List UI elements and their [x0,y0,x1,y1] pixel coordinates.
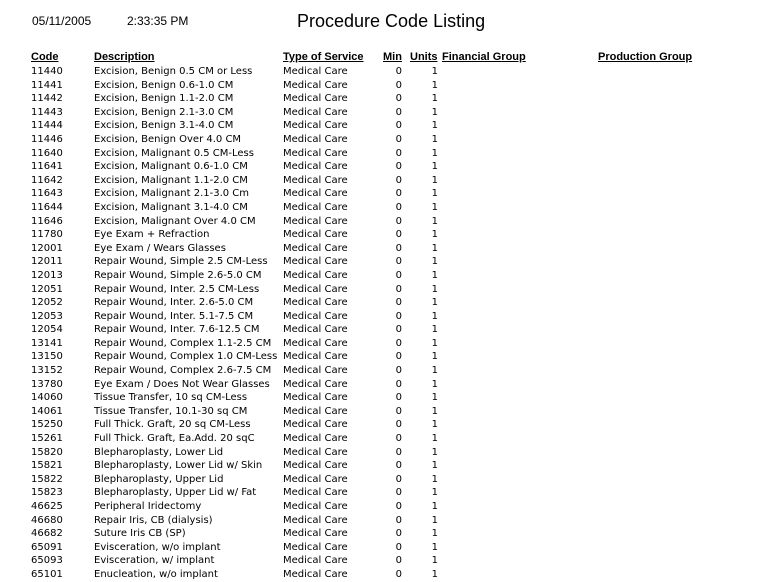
description-cell: Blepharoplasty, Lower Lid w/ Skin [94,460,263,472]
table-row [0,500,757,514]
report-date: 05/11/2005 [32,14,92,28]
units-cell: 1 [431,161,438,173]
type-of-service-cell: Medical Care [283,501,348,512]
description-cell: Suture Iris CB (SP) [94,528,186,540]
units-cell: 1 [431,66,438,77]
table-row [0,432,757,446]
description-cell: Full Thick. Graft, 20 sq CM-Less [94,419,251,431]
units-cell: 1 [431,568,438,580]
code-cell: 12052 [31,297,63,309]
table-row [0,106,757,120]
code-cell: 11643 [31,188,63,200]
table-row [0,364,757,378]
units-cell: 1 [431,188,438,200]
min-cell: 0 [395,528,402,540]
description-cell: Excision, Malignant 3.1-4.0 CM [94,201,248,213]
min-cell: 0 [395,555,402,567]
units-cell: 1 [431,215,438,227]
code-cell: 11446 [31,133,63,145]
min-cell: 0 [395,79,402,91]
page-title: Procedure Code Listing [297,11,486,31]
table-row [0,255,757,269]
column-header-financial-group: Financial Group [442,51,526,63]
column-header-min: Min [383,51,402,63]
code-cell: 13150 [31,351,63,363]
code-cell: 11642 [31,174,63,186]
type-of-service-cell: Medical Care [283,201,348,213]
table-row [0,310,757,324]
min-cell: 0 [395,242,402,254]
type-of-service-cell: Medical Care [283,324,348,336]
table-row [0,92,757,106]
type-of-service-cell: Medical Care [283,541,348,553]
description-cell: Repair Wound, Complex 1.1-2.5 CM [94,337,272,349]
column-header-code: Code [31,51,59,63]
type-of-service-cell: Medical Care [283,378,348,390]
min-cell: 0 [395,161,402,173]
type-of-service-cell: Medical Care [283,419,348,431]
units-cell: 1 [431,501,438,512]
units-cell: 1 [431,79,438,91]
units-cell: 1 [431,297,438,309]
description-cell: Tissue Transfer, 10.1-30 sq CM [94,405,248,417]
type-of-service-cell: Medical Care [283,269,348,281]
description-cell: Blepharoplasty, Upper Lid [94,473,224,485]
type-of-service-cell: Medical Care [283,528,348,540]
min-cell: 0 [395,297,402,309]
table-row [0,215,757,229]
min-cell: 0 [395,283,402,295]
description-cell: Repair Wound, Simple 2.5 CM-Less [94,256,268,268]
code-cell: 14060 [31,392,63,404]
units-cell: 1 [431,351,438,363]
type-of-service-cell: Medical Care [283,473,348,485]
description-cell: Repair Iris, CB (dialysis) [94,514,213,526]
type-of-service-cell: Medical Care [283,242,348,254]
min-cell: 0 [395,310,402,322]
code-cell: 65091 [31,541,63,553]
table-row [0,554,757,568]
code-cell: 65101 [31,568,63,580]
code-cell: 11442 [31,93,63,105]
description-cell: Enucleation, w/o implant [94,568,218,580]
code-cell: 14061 [31,405,63,417]
table-row [0,133,757,147]
type-of-service-cell: Medical Care [283,229,348,241]
table-row [0,119,757,133]
code-cell: 15261 [31,433,63,445]
min-cell: 0 [395,133,402,145]
type-of-service-cell: Medical Care [283,106,348,118]
units-cell: 1 [431,242,438,254]
min-cell: 0 [395,473,402,485]
description-cell: Excision, Benign 3.1-4.0 CM [94,120,234,132]
type-of-service-cell: Medical Care [283,133,348,145]
type-of-service-cell: Medical Care [283,487,348,499]
min-cell: 0 [395,215,402,227]
column-header-production-group: Production Group [598,51,693,63]
table-row [0,79,757,93]
description-cell: Repair Wound, Inter. 2.6-5.0 CM [94,297,254,309]
table-row [0,242,757,256]
min-cell: 0 [395,269,402,281]
min-cell: 0 [395,93,402,105]
description-cell: Excision, Benign 1.1-2.0 CM [94,93,234,105]
table-row [0,337,757,351]
description-cell: Eye Exam / Wears Glasses [94,242,226,254]
type-of-service-cell: Medical Care [283,310,348,322]
table-row [0,323,757,337]
type-of-service-cell: Medical Care [283,446,348,458]
units-cell: 1 [431,487,438,499]
units-cell: 1 [431,473,438,485]
type-of-service-cell: Medical Care [283,337,348,349]
min-cell: 0 [395,106,402,118]
description-cell: Excision, Malignant 0.6-1.0 CM [94,161,248,173]
min-cell: 0 [395,256,402,268]
table-row [0,378,757,392]
type-of-service-cell: Medical Care [283,93,348,105]
min-cell: 0 [395,514,402,526]
description-cell: Excision, Benign Over 4.0 CM [94,133,242,145]
min-cell: 0 [395,201,402,213]
min-cell: 0 [395,66,402,77]
min-cell: 0 [395,174,402,186]
units-cell: 1 [431,324,438,336]
type-of-service-cell: Medical Care [283,66,348,77]
units-cell: 1 [431,133,438,145]
units-cell: 1 [431,433,438,445]
code-cell: 13152 [31,365,63,377]
units-cell: 1 [431,201,438,213]
min-cell: 0 [395,568,402,580]
description-cell: Eye Exam + Refraction [94,229,210,241]
min-cell: 0 [395,460,402,472]
table-row [0,568,757,582]
description-cell: Eye Exam / Does Not Wear Glasses [94,378,270,390]
description-cell: Excision, Benign 2.1-3.0 CM [94,106,234,118]
type-of-service-cell: Medical Care [283,460,348,472]
units-cell: 1 [431,541,438,553]
table-row [0,473,757,487]
units-cell: 1 [431,419,438,431]
code-cell: 15820 [31,446,63,458]
units-cell: 1 [431,337,438,349]
type-of-service-cell: Medical Care [283,256,348,268]
min-cell: 0 [395,147,402,159]
table-row [0,459,757,473]
units-cell: 1 [431,555,438,567]
units-cell: 1 [431,106,438,118]
type-of-service-cell: Medical Care [283,365,348,377]
description-cell: Excision, Malignant 2.1-3.0 Cm [94,188,250,200]
description-cell: Repair Wound, Inter. 7.6-12.5 CM [94,324,260,336]
column-header-units: Units [410,51,438,63]
description-cell: Excision, Benign 0.5 CM or Less [94,66,253,77]
type-of-service-cell: Medical Care [283,188,348,200]
units-cell: 1 [431,256,438,268]
code-cell: 11444 [31,120,63,132]
units-cell: 1 [431,93,438,105]
min-cell: 0 [395,337,402,349]
table-row [0,405,757,419]
description-cell: Evisceration, w/o implant [94,541,221,553]
min-cell: 0 [395,229,402,241]
min-cell: 0 [395,365,402,377]
code-cell: 46625 [31,501,63,512]
procedure-table [0,65,757,582]
table-row [0,514,757,528]
description-cell: Excision, Malignant 0.5 CM-Less [94,147,254,159]
min-cell: 0 [395,351,402,363]
table-row [0,160,757,174]
table-row [0,65,757,79]
code-cell: 12013 [31,269,63,281]
type-of-service-cell: Medical Care [283,555,348,567]
min-cell: 0 [395,446,402,458]
type-of-service-cell: Medical Care [283,215,348,227]
code-cell: 11780 [31,229,63,241]
units-cell: 1 [431,528,438,540]
table-row [0,418,757,432]
description-cell: Full Thick. Graft, Ea.Add. 20 sqC [94,433,255,445]
description-cell: Peripheral Iridectomy [94,501,202,512]
type-of-service-cell: Medical Care [283,79,348,91]
table-row [0,486,757,500]
code-cell: 13780 [31,378,63,390]
description-cell: Repair Wound, Inter. 2.5 CM-Less [94,283,260,295]
table-row [0,446,757,460]
units-cell: 1 [431,365,438,377]
type-of-service-cell: Medical Care [283,568,348,580]
code-cell: 12051 [31,283,63,295]
min-cell: 0 [395,405,402,417]
type-of-service-cell: Medical Care [283,297,348,309]
units-cell: 1 [431,174,438,186]
min-cell: 0 [395,541,402,553]
table-row [0,527,757,541]
report-time: 2:33:35 PM [127,14,189,28]
table-row [0,228,757,242]
code-cell: 46682 [31,528,63,540]
column-header-description: Description [94,51,155,63]
code-cell: 65093 [31,555,63,567]
units-cell: 1 [431,147,438,159]
type-of-service-cell: Medical Care [283,433,348,445]
type-of-service-cell: Medical Care [283,174,348,186]
code-cell: 11443 [31,106,63,118]
code-cell: 46680 [31,514,63,526]
description-cell: Excision, Benign 0.6-1.0 CM [94,79,234,91]
description-cell: Blepharoplasty, Lower Lid [94,446,224,458]
description-cell: Repair Wound, Inter. 5.1-7.5 CM [94,310,254,322]
code-cell: 12011 [31,256,63,268]
units-cell: 1 [431,378,438,390]
code-cell: 11641 [31,161,63,173]
table-row [0,201,757,215]
description-cell: Excision, Malignant Over 4.0 CM [94,215,256,227]
type-of-service-cell: Medical Care [283,120,348,132]
type-of-service-cell: Medical Care [283,405,348,417]
description-cell: Evisceration, w/ implant [94,555,215,567]
code-cell: 11640 [31,147,63,159]
code-cell: 11440 [31,66,63,77]
code-cell: 11646 [31,215,63,227]
units-cell: 1 [431,229,438,241]
units-cell: 1 [431,392,438,404]
description-cell: Blepharoplasty, Upper Lid w/ Fat [94,487,257,499]
min-cell: 0 [395,392,402,404]
code-cell: 15821 [31,460,63,472]
table-row [0,147,757,161]
type-of-service-cell: Medical Care [283,392,348,404]
min-cell: 0 [395,378,402,390]
table-row [0,350,757,364]
min-cell: 0 [395,120,402,132]
code-cell: 15250 [31,419,63,431]
min-cell: 0 [395,188,402,200]
table-row [0,541,757,555]
code-cell: 12001 [31,242,63,254]
type-of-service-cell: Medical Care [283,161,348,173]
description-cell: Repair Wound, Complex 1.0 CM-Less [94,351,278,363]
description-cell: Excision, Malignant 1.1-2.0 CM [94,174,248,186]
type-of-service-cell: Medical Care [283,514,348,526]
units-cell: 1 [431,310,438,322]
units-cell: 1 [431,460,438,472]
description-cell: Repair Wound, Complex 2.6-7.5 CM [94,365,272,377]
units-cell: 1 [431,514,438,526]
type-of-service-cell: Medical Care [283,283,348,295]
units-cell: 1 [431,269,438,281]
code-cell: 11644 [31,201,63,213]
table-row [0,296,757,310]
code-cell: 15822 [31,473,63,485]
type-of-service-cell: Medical Care [283,147,348,159]
min-cell: 0 [395,419,402,431]
min-cell: 0 [395,433,402,445]
min-cell: 0 [395,487,402,499]
table-row [0,283,757,297]
table-row [0,391,757,405]
table-row [0,174,757,188]
code-cell: 15823 [31,487,63,499]
units-cell: 1 [431,405,438,417]
units-cell: 1 [431,283,438,295]
table-row [0,187,757,201]
description-cell: Tissue Transfer, 10 sq CM-Less [94,392,248,404]
min-cell: 0 [395,501,402,512]
type-of-service-cell: Medical Care [283,351,348,363]
code-cell: 13141 [31,337,63,349]
code-cell: 11441 [31,79,63,91]
units-cell: 1 [431,120,438,132]
code-cell: 12054 [31,324,63,336]
table-row [0,269,757,283]
description-cell: Repair Wound, Simple 2.6-5.0 CM [94,269,262,281]
column-header-type-of-service: Type of Service [283,51,364,63]
code-cell: 12053 [31,310,63,322]
units-cell: 1 [431,446,438,458]
min-cell: 0 [395,324,402,336]
